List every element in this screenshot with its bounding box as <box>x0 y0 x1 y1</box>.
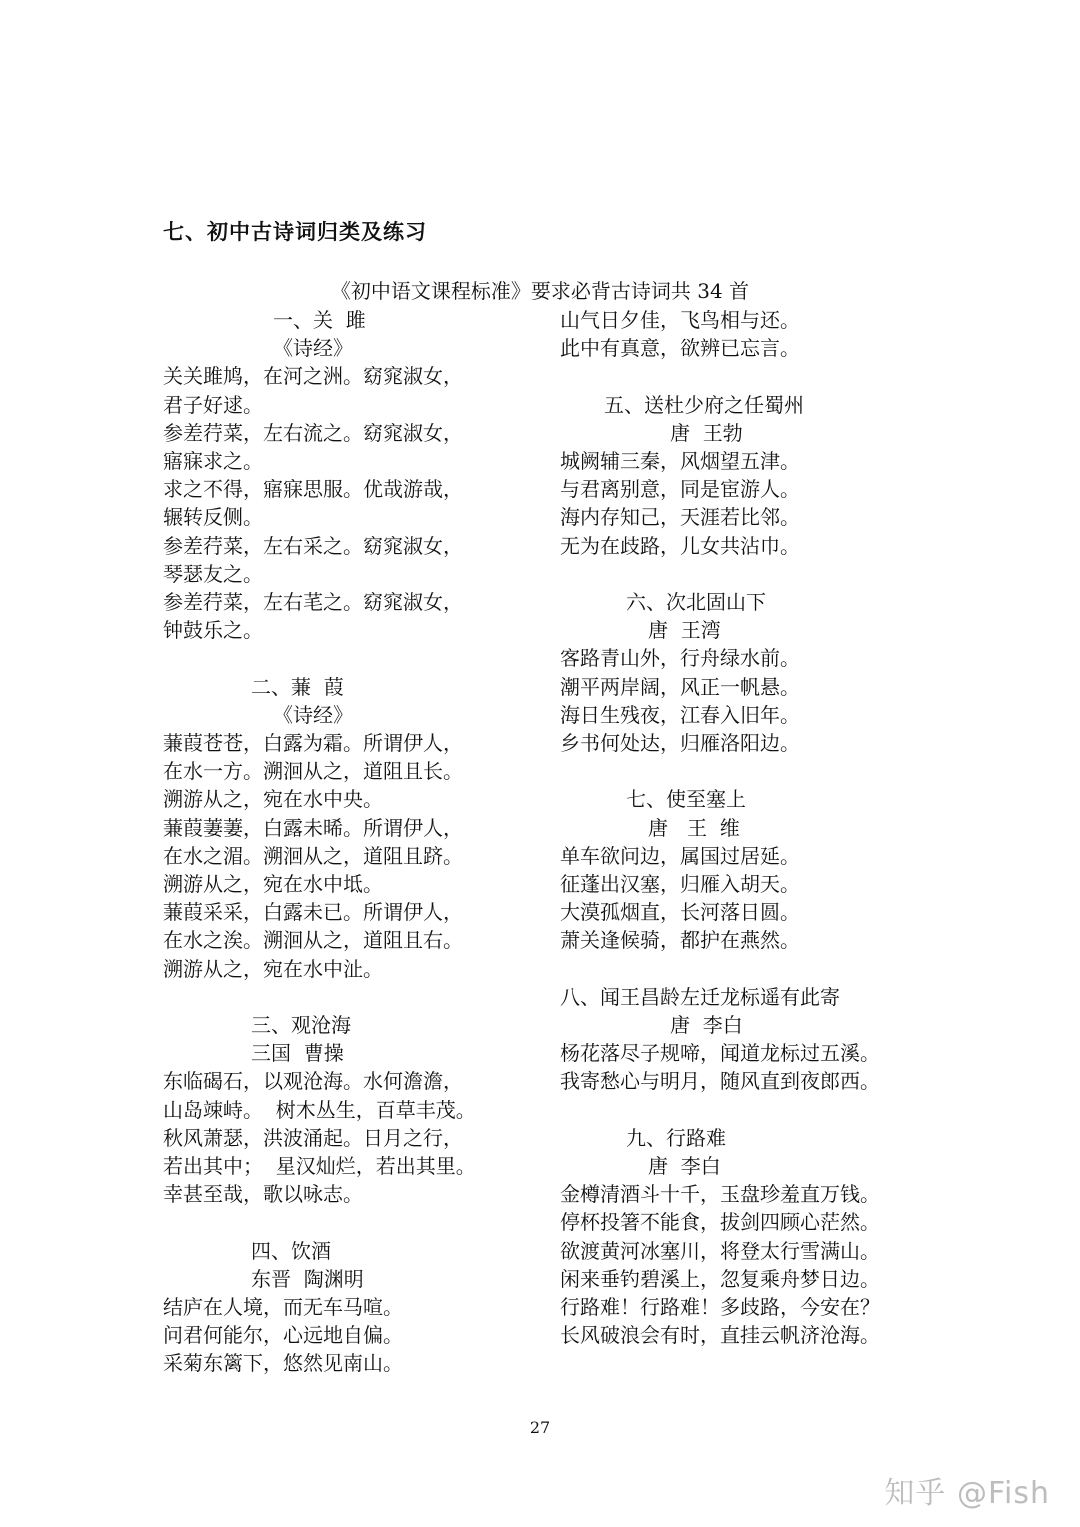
poem-line: 我寄愁心与明月，随风直到夜郎西。 <box>560 1069 880 1094</box>
poem-line: 琴瑟友之。 <box>163 561 263 586</box>
poem-line: 停杯投箸不能食，拔剑四顾心茫然。 <box>560 1210 880 1235</box>
poem-author: 东晋 陶渊明 <box>251 1266 364 1291</box>
poem-line: 乡书何处达，归雁洛阳边。 <box>560 731 800 756</box>
right-column <box>560 306 940 1378</box>
poem-line: 与君离别意，同是宦游人。 <box>560 477 800 502</box>
poem-line: 关关雎鸠，在河之洲。窈窕淑女， <box>163 364 463 389</box>
poem-author: 唐 王勃 <box>670 420 743 445</box>
poem-line: 幸甚至哉，歌以咏志。 <box>163 1182 363 1207</box>
poem-title: 九、行路难 <box>626 1125 726 1150</box>
poem <box>560 983 940 1096</box>
poem-title: 一、关 雎 <box>273 308 366 332</box>
poem-line: 蒹葭苍苍，白露为霜。所谓伊人， <box>163 731 463 756</box>
poem-line: 征蓬出汉塞，归雁入胡天。 <box>560 872 800 897</box>
section-heading: 七、初中古诗词归类及练习 <box>163 220 427 244</box>
poem-title: 三、观沧海 <box>251 1013 351 1038</box>
poem <box>560 785 940 954</box>
poem <box>163 1011 538 1208</box>
poem-line: 钟鼓乐之。 <box>163 618 263 643</box>
poem <box>163 1237 538 1378</box>
poem <box>163 673 538 983</box>
poem-line: 溯游从之，宛在水中坻。 <box>163 872 383 897</box>
poem-line: 行路难！行路难！多歧路，今安在？ <box>560 1295 880 1320</box>
poem-line: 潮平两岸阔，风正一帆悬。 <box>560 674 800 699</box>
poem-line: 金樽清酒斗十千，玉盘珍羞直万钱。 <box>560 1182 880 1207</box>
poem-title: 八、闻王昌龄左迁龙标遥有此寄 <box>560 984 840 1009</box>
poem-line: 君子好逑。 <box>163 392 263 417</box>
poem-line: 无为在歧路，儿女共沾巾。 <box>560 533 800 558</box>
poem-line: 寤寐求之。 <box>163 449 263 474</box>
poem-line: 此中有真意，欲辨已忘言。 <box>560 336 800 361</box>
poem-line: 蒹葭萋萋，白露未晞。所谓伊人， <box>163 815 463 840</box>
poem-line: 城阙辅三秦，风烟望五津。 <box>560 449 800 473</box>
poem-title: 五、送杜少府之任蜀州 <box>604 392 804 417</box>
poem <box>560 391 940 560</box>
poem <box>560 1124 940 1350</box>
poem-author: 《诗经》 <box>273 336 353 361</box>
poem-title: 四、饮酒 <box>251 1238 331 1263</box>
poem-author: 《诗经》 <box>273 702 353 727</box>
poem-line: 结庐在人境，而无车马喧。 <box>163 1295 403 1320</box>
poem-line: 大漠孤烟直，长河落日圆。 <box>560 900 800 925</box>
poem <box>560 588 940 757</box>
poem-line: 杨花落尽子规啼，闻道龙标过五溪。 <box>560 1041 880 1066</box>
poem <box>163 306 538 644</box>
poem-line: 东临碣石，以观沧海。水何澹澹， <box>163 1069 463 1094</box>
poem-line: 秋风萧瑟，洪波涌起。日月之行， <box>163 1125 463 1150</box>
poem-continuation <box>560 306 940 362</box>
poem-line: 长风破浪会有时，直挂云帆济沧海。 <box>560 1323 880 1348</box>
poem-line: 在水之湄。溯洄从之，道阻且跻。 <box>163 843 463 868</box>
poem-line: 问君何能尔，心远地自偏。 <box>163 1323 403 1348</box>
watermark: 知乎 @Fish <box>884 1476 1050 1511</box>
poem-title: 六、次北固山下 <box>626 590 766 614</box>
page-number: 27 <box>529 1418 551 1437</box>
poem-line: 参差荇菜，左右流之。窈窕淑女， <box>163 420 463 445</box>
poem-line: 在水之涘。溯洄从之，道阻且右。 <box>163 928 463 953</box>
poem-line: 在水一方。溯洄从之，道阻且长。 <box>163 759 463 784</box>
poem-line: 溯游从之，宛在水中央。 <box>163 787 383 812</box>
poem-line: 求之不得，寤寐思服。优哉游哉， <box>163 477 463 502</box>
poem-line: 山岛竦峙。 树木丛生，百草丰茂。 <box>163 1097 476 1122</box>
poem-line: 参差荇菜，左右采之。窈窕淑女， <box>163 533 463 558</box>
poem-author: 三国 曹操 <box>251 1041 344 1066</box>
poem-line: 蒹葭采采，白露未已。所谓伊人， <box>163 900 463 925</box>
poem-line: 参差荇菜，左右芼之。窈窕淑女， <box>163 590 463 615</box>
poem-title: 二、蒹 葭 <box>251 674 344 699</box>
poem-author: 唐 王湾 <box>648 618 721 643</box>
poem-line: 溯游从之，宛在水中沚。 <box>163 956 383 981</box>
poem-title: 七、使至塞上 <box>626 787 746 812</box>
poem-author: 唐 李白 <box>648 1154 721 1179</box>
poem-line: 闲来垂钓碧溪上，忽复乘舟梦日边。 <box>560 1266 880 1291</box>
poem-line: 辗转反侧。 <box>163 505 263 530</box>
poem-line: 单车欲问边，属国过居延。 <box>560 843 800 868</box>
document-subtitle: 《初中语文课程标准》要求必背古诗词共 34 首 <box>330 279 750 303</box>
poem-line: 萧关逢候骑，都护在燕然。 <box>560 928 800 953</box>
poem-line: 海内存知己，天涯若比邻。 <box>560 505 800 530</box>
poem-line: 海日生残夜，江春入旧年。 <box>560 702 800 727</box>
poem-line: 欲渡黄河冰塞川，将登太行雪满山。 <box>560 1238 880 1263</box>
poem-author: 唐 李白 <box>670 1013 743 1038</box>
poem-author: 唐 王 维 <box>648 815 740 840</box>
poem-line: 采菊东篱下，悠然见南山。 <box>163 1351 403 1376</box>
poem-line: 山气日夕佳，飞鸟相与还。 <box>560 308 800 332</box>
poem-line: 客路青山外，行舟绿水前。 <box>560 646 800 671</box>
left-column <box>163 306 538 1406</box>
poem-line: 若出其中； 星汉灿烂，若出其里。 <box>163 1154 476 1179</box>
